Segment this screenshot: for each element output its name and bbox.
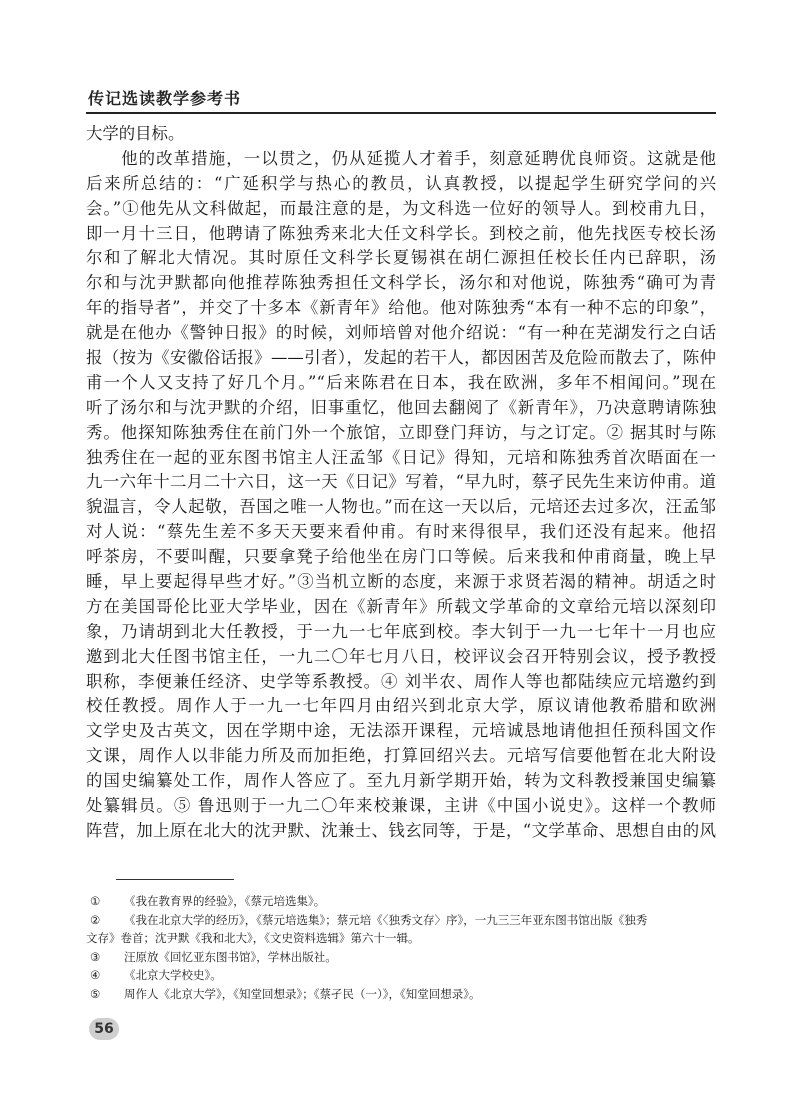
body-line: 即一月十三日，他聘请了陈独秀来北大任文科学长。到校之前，他先找医专校长汤 (86, 223, 716, 243)
body-line: 文学史及古英文，因在学期中途，无法添开课程，元培诚恳地请他担任预科国文作 (86, 721, 716, 741)
footnote-text: 周作人《北京大学》，《知堂回想录》；《蔡孑民（一）》，《知堂回想录》。 (124, 986, 481, 1001)
body-line: 方在美国哥伦比亚大学毕业，因在《新青年》所载文学革命的文章给元培以深刻印 (86, 596, 716, 616)
body-line: 邀到北大任图书馆主任，一九二〇年七月八日，校评议会召开特别会议，授予教授 (86, 646, 716, 666)
body-line: 的国史编纂处工作，周作人答应了。至九月新学期开始，转为文科教授兼国史编纂 (86, 771, 716, 791)
footnote (86, 892, 716, 911)
body-line: 报（按为《安徽俗话报》——引者），发起的若干人，都因困苦及危险而散去了，陈仲 (86, 348, 716, 368)
footnote (86, 929, 716, 948)
footnote-marker: ④ (90, 968, 101, 982)
body-line: 就是在他办《警钟日报》的时候，刘师培曾对他介绍说：“有一种在芜湖发行之白话 (86, 323, 716, 343)
body-line: 九一六年十二月二十六日，这一天《日记》写着，“早九时，蔡孑民先生来访仲甫。道 (86, 472, 716, 492)
footnote-marker: ③ (90, 949, 101, 964)
footnote-text: 《我在北京大学的经历》，《蔡元培选集》；蔡元培《〈独秀文存〉序》，一九三三年亚东图书馆出版《独秀 (124, 912, 648, 927)
footnote-text: 《我在教育界的经验》，《蔡元培选集》。 (124, 894, 326, 908)
footnote-marker: ⑤ (90, 986, 101, 1001)
body-text (86, 122, 716, 844)
page-number: 56 (89, 1018, 119, 1040)
footnote-rule (116, 879, 234, 880)
body-line: 后来所总结的：“广延积学与热心的教员，认真教授，以提起学生研究学问的兴 (86, 173, 716, 193)
body-line: 职称，李便兼任经济、史学等系教授。④ 刘半农、周作人等也都陆续应元培邀约到 (86, 671, 716, 691)
body-line: 尔和与沈尹默都向他推荐陈独秀担任文科学长，汤尔和对他说，陈独秀“确可为青 (86, 273, 716, 293)
body-line: 睡，早上要起得早些才好。”③当机立断的态度，来源于求贤若渴的精神。胡适之时 (86, 572, 716, 592)
footnote-text: 文存》卷首；沈尹默《我和北大》，《文史资料选辑》第六十一辑。 (86, 931, 420, 945)
body-line: 甫一个人又支持了好几个月。”“后来陈君在日本，我在欧洲，多年不相闻问。”现在 (86, 372, 716, 392)
body-line: 他的改革措施，一以贯之，仍从延揽人才着手，刻意延聘优良师资。这就是他 (86, 148, 716, 168)
footnote-marker: ① (90, 894, 101, 908)
body-line: 文课，周作人以非能力所及而加拒绝，打算回绍兴去。元培写信要他暂在北大附设 (86, 746, 716, 766)
body-line: 呼茶房，不要叫醒，只要拿凳子给他坐在房门口等候。后来我和仲甫商量，晚上早 (86, 547, 716, 567)
footnote (86, 985, 716, 1004)
body-line: 象，乃请胡到北大任教授，于一九一七年底到校。李大钊于一九一七年十一月也应 (86, 621, 716, 641)
body-line: 校任教授。周作人于一九一七年四月由绍兴到北京大学，原议请他教希腊和欧洲 (86, 696, 716, 716)
body-line: 年的指导者”，并交了十多本《新青年》给他。他对陈独秀“本有一种不忘的印象”， (86, 298, 716, 318)
body-line: 独秀住在一起的亚东图书馆主人汪孟邹《日记》得知，元培和陈独秀首次晤面在一 (86, 447, 716, 467)
footnotes (86, 892, 716, 1003)
body-line: 处纂辑员。⑤ 鲁迅则于一九二〇年来校兼课，主讲《中国小说史》。这样一个教师 (86, 796, 716, 816)
footnote (86, 948, 716, 967)
body-line: 秀。他探知陈独秀住在前门外一个旅馆，立即登门拜访，与之订定。② 据其时与陈 (86, 422, 716, 442)
body-line: 貌温言，令人起敬，吾国之唯一人物也。”而在这一天以后，元培还去过多次，汪孟邹 (86, 497, 716, 517)
body-line: 会。”①他先从文科做起，而最注意的是，为文科选一位好的领导人。到校甫九日， (86, 198, 716, 218)
body-line: 听了汤尔和与沈尹默的介绍，旧事重忆，他回去翻阅了《新青年》，乃决意聘请陈独 (86, 397, 716, 417)
footnote (86, 911, 716, 930)
footnote-marker: ② (90, 912, 101, 927)
header-rule (86, 112, 716, 114)
body-line: 阵营，加上原在北大的沈尹默、沈兼士、钱玄同等，于是，“文学革命、思想自由的风 (86, 820, 716, 840)
body-line: 大学的目标。 (86, 124, 185, 143)
footnote (86, 966, 716, 985)
body-line: 对人说：“蔡先生差不多天天要来看仲甫。有时来得很早，我们还没有起来。他招 (86, 522, 716, 542)
body-line: 尔和了解北大情况。其时原任文科学长夏锡祺在胡仁源担任校长任内已辞职，汤 (86, 248, 716, 268)
running-header: 传记选读教学参考书 (88, 89, 242, 108)
footnote-text: 汪原放《回忆亚东图书馆》，学林出版社。 (124, 949, 337, 964)
footnote-text: 《北京大学校史》。 (124, 968, 222, 982)
